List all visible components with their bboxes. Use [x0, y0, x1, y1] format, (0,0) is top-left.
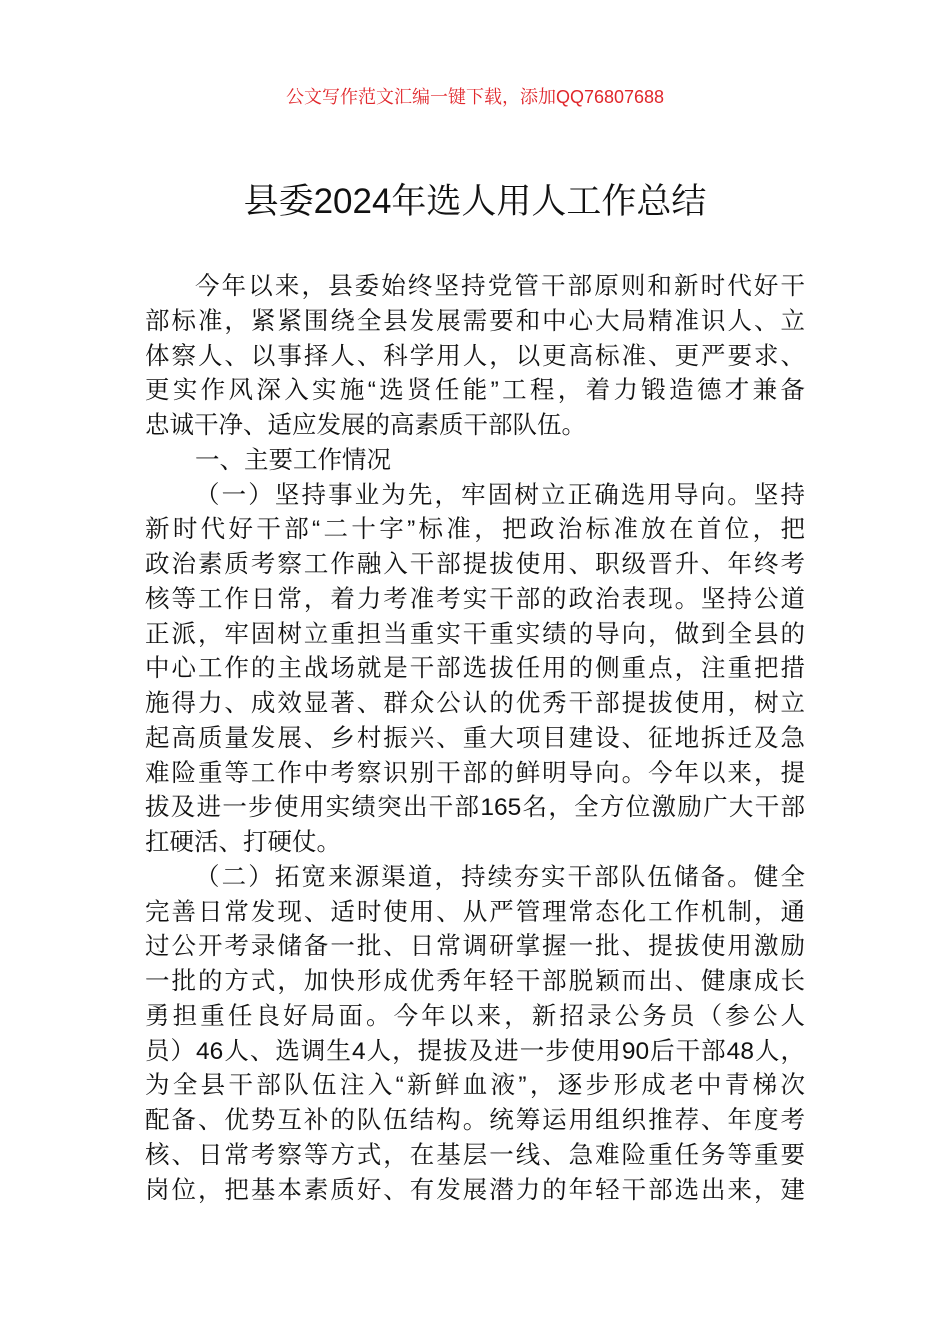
text-line: 政治素质考察工作融入干部提拔使用、职级晋升、年终考	[145, 551, 805, 578]
text-line: 体察人、以事择人、科学用人，以更高标准、更严要求、	[145, 342, 805, 370]
text-line: 难险重等工作中考察识别干部的鲜明导向。今年以来，提	[145, 759, 805, 787]
text-line: （一）坚持事业为先，牢固树立正确选用导向。坚持	[195, 481, 805, 509]
text-line: 扛硬活、打硬仗。	[145, 829, 341, 856]
paragraph	[145, 861, 805, 1209]
text-line: 新时代好干部“二十字”标准，把政治标准放在首位，把	[145, 516, 805, 544]
text-line: 部标准，紧紧围绕全县发展需要和中心大局精准识人、立	[145, 307, 805, 335]
text-line: 起高质量发展、乡村振兴、重大项目建设、征地拆迁及急	[145, 724, 805, 752]
download-banner: 公文写作范文汇编一键下载，添加QQ76807688	[285, 87, 665, 107]
text-line: 核、日常考察等方式，在基层一线、急难险重任务等重要	[145, 1141, 805, 1169]
paragraph	[145, 270, 805, 444]
text-line: 忠诚干净、适应发展的高素质干部队伍。	[145, 412, 586, 439]
text-line: 拔及进一步使用实绩突出干部165名，全方位激励广大干部	[145, 794, 805, 822]
text-line: 更实作风深入实施“选贤任能”工程，着力锻造德才兼备	[145, 377, 805, 405]
text-line: （二）拓宽来源渠道，持续夯实干部队伍储备。健全	[195, 863, 805, 891]
text-line: 一、主要工作情况	[195, 446, 391, 474]
text-line: 核等工作日常，着力考准考实干部的政治表现。坚持公道	[145, 585, 805, 613]
text-line: 过公开考录储备一批、日常调研掌握一批、提拔使用激励	[145, 933, 805, 961]
document-title: 县委2024年选人用人工作总结	[243, 182, 707, 221]
text-line: 员）46人、选调生4人，提拔及进一步使用90后干部48人，	[145, 1037, 805, 1065]
text-line: 施得力、成效显著、群众公认的优秀干部提拔使用，树立	[145, 690, 805, 717]
text-line: 岗位，把基本素质好、有发展潜力的年轻干部选出来，建	[145, 1176, 805, 1204]
text-line: 完善日常发现、适时使用、从严管理常态化工作机制，通	[145, 898, 805, 926]
text-line: 中心工作的主战场就是干部选拔任用的侧重点，注重把措	[145, 655, 805, 683]
text-line: 勇担重任良好局面。今年以来，新招录公务员（参公人	[145, 1002, 805, 1030]
text-line: 一批的方式，加快形成优秀年轻干部脱颖而出、健康成长	[145, 968, 805, 995]
text-line: 正派，牢固树立重担当重实干重实绩的导向，做到全县的	[145, 620, 805, 648]
text-line: 为全县干部队伍注入“新鲜血液”，逐步形成老中青梯次	[145, 1072, 805, 1100]
paragraph	[145, 479, 805, 861]
text-line: 配备、优势互补的队伍结构。统筹运用组织推荐、年度考	[145, 1107, 805, 1134]
section-heading	[145, 444, 805, 479]
text-line: 今年以来，县委始终坚持党管干部原则和新时代好干	[195, 273, 805, 300]
document-body	[145, 270, 805, 1208]
